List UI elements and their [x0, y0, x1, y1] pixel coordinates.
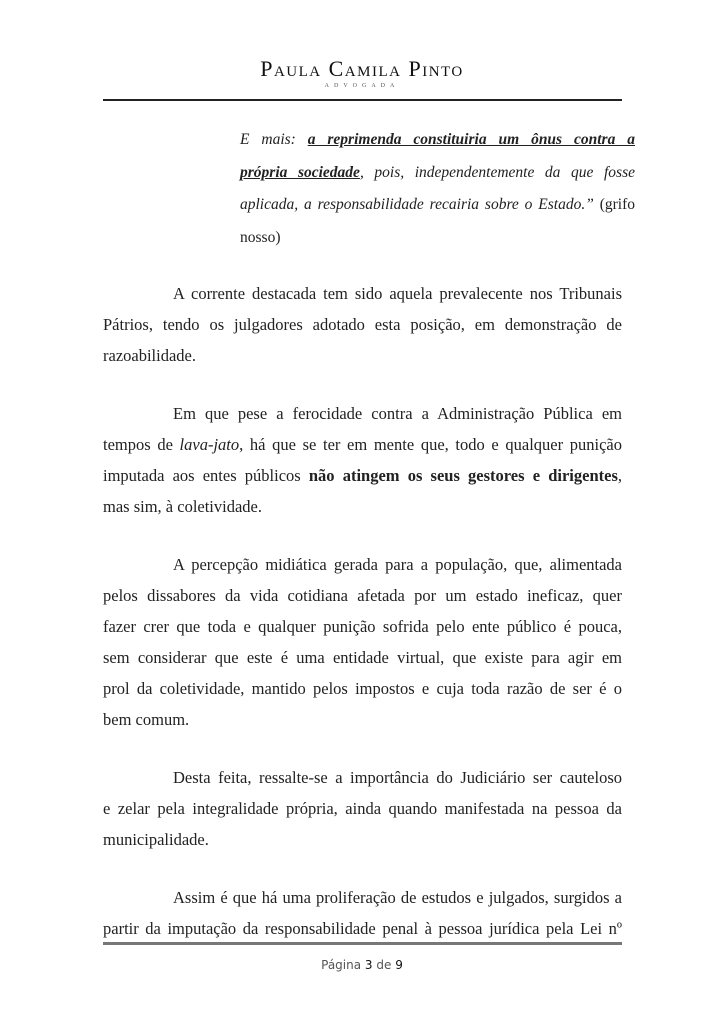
text-run: imputada aos entes públicos [103, 466, 309, 485]
text-line [103, 673, 622, 704]
text-line [103, 398, 622, 429]
text-line [103, 793, 622, 824]
text-run: municipalidade. [103, 830, 209, 849]
text-run: Assim é que há uma proliferação de estudos e julgados, surgidos a [173, 888, 622, 907]
text-line [240, 222, 635, 255]
emphasized-text: , pois, independentemente da que fosse [359, 163, 635, 181]
page-number [0, 958, 724, 972]
text-run: Desta feita, ressalte-se a importância do Judiciário ser cauteloso [173, 768, 622, 787]
total-pages: 9 [395, 958, 403, 972]
text-run: tempos de [103, 435, 180, 454]
text-run: , há que se ter em mente que, todo e qualquer punição [239, 435, 622, 454]
text-line [103, 549, 622, 580]
text-run: fazer crer que toda e qualquer punição sofrida pelo ente público é pouca, [103, 617, 622, 636]
paragraph [103, 278, 622, 371]
page-label: Página [321, 958, 362, 972]
emphasized-text: lava-jato [179, 435, 240, 454]
emphasized-text: E mais: [240, 131, 308, 148]
header-divider [103, 99, 622, 101]
block-quote [240, 124, 635, 254]
paragraph [103, 762, 622, 855]
text-line [240, 157, 635, 190]
text-line [240, 124, 635, 157]
text-line [103, 913, 622, 944]
text-line [103, 580, 622, 611]
text-line [103, 460, 622, 491]
text-line [103, 340, 622, 371]
emphasized-text: a reprimenda constituiria um ônus contra a [307, 131, 635, 148]
footer-divider [103, 942, 622, 945]
document-body [103, 278, 622, 971]
text-line [103, 642, 622, 673]
text-line [103, 882, 622, 913]
emphasized-text: aplicada, a responsabilidade recairia sobre o Estado.” [240, 196, 600, 213]
current-page: 3 [364, 958, 373, 972]
letterhead-name: Paula Camila Pinto [260, 56, 464, 81]
paragraph [103, 398, 622, 522]
text-run: sem considerar que este é uma entidade virtual, que existe para agir em [103, 648, 622, 667]
emphasized-text: não atingem os seus gestores e dirigentes [308, 466, 618, 485]
text-run: Pátrios, tendo os julgadores adotado esta posição, em demonstração de [103, 315, 622, 334]
text-run: nosso) [240, 228, 281, 246]
text-run: bem comum. [103, 710, 190, 729]
text-line [103, 762, 622, 793]
text-line [103, 309, 622, 340]
paragraph [103, 549, 622, 735]
text-line [103, 278, 622, 309]
text-run: partir da imputação da responsabilidade penal à pessoa jurídica pela Lei nº [103, 919, 622, 938]
text-run: (grifo [599, 196, 635, 213]
paragraph [103, 882, 622, 944]
text-run: mas sim, à coletividade. [103, 497, 262, 516]
text-run: e zelar pela integralidade própria, ainda quando manifestada na pessoa da [103, 799, 622, 818]
text-line [103, 429, 622, 460]
text-run: A corrente destacada tem sido aquela prevalecente nos Tribunais [173, 284, 622, 303]
page-separator: de [376, 958, 392, 972]
text-run: A percepção midiática gerada para a população, que, alimentada [173, 555, 622, 574]
text-line [103, 611, 622, 642]
emphasized-text: própria sociedade [240, 163, 360, 181]
text-line [240, 189, 635, 222]
text-line [103, 704, 622, 735]
letterhead-subtitle: ADVOGADA [324, 83, 400, 89]
text-run: Em que pese a ferocidade contra a Administração Pública em [173, 404, 622, 423]
text-line [103, 824, 622, 855]
text-run: prol da coletividade, mantido pelos impostos e cuja toda razão de ser é o [103, 679, 622, 698]
text-run: razoabilidade. [103, 346, 196, 365]
text-run: , [617, 466, 622, 485]
text-run: pelos dissabores da vida cotidiana afetada por um estado ineficaz, quer [103, 586, 622, 605]
text-line [103, 491, 622, 522]
